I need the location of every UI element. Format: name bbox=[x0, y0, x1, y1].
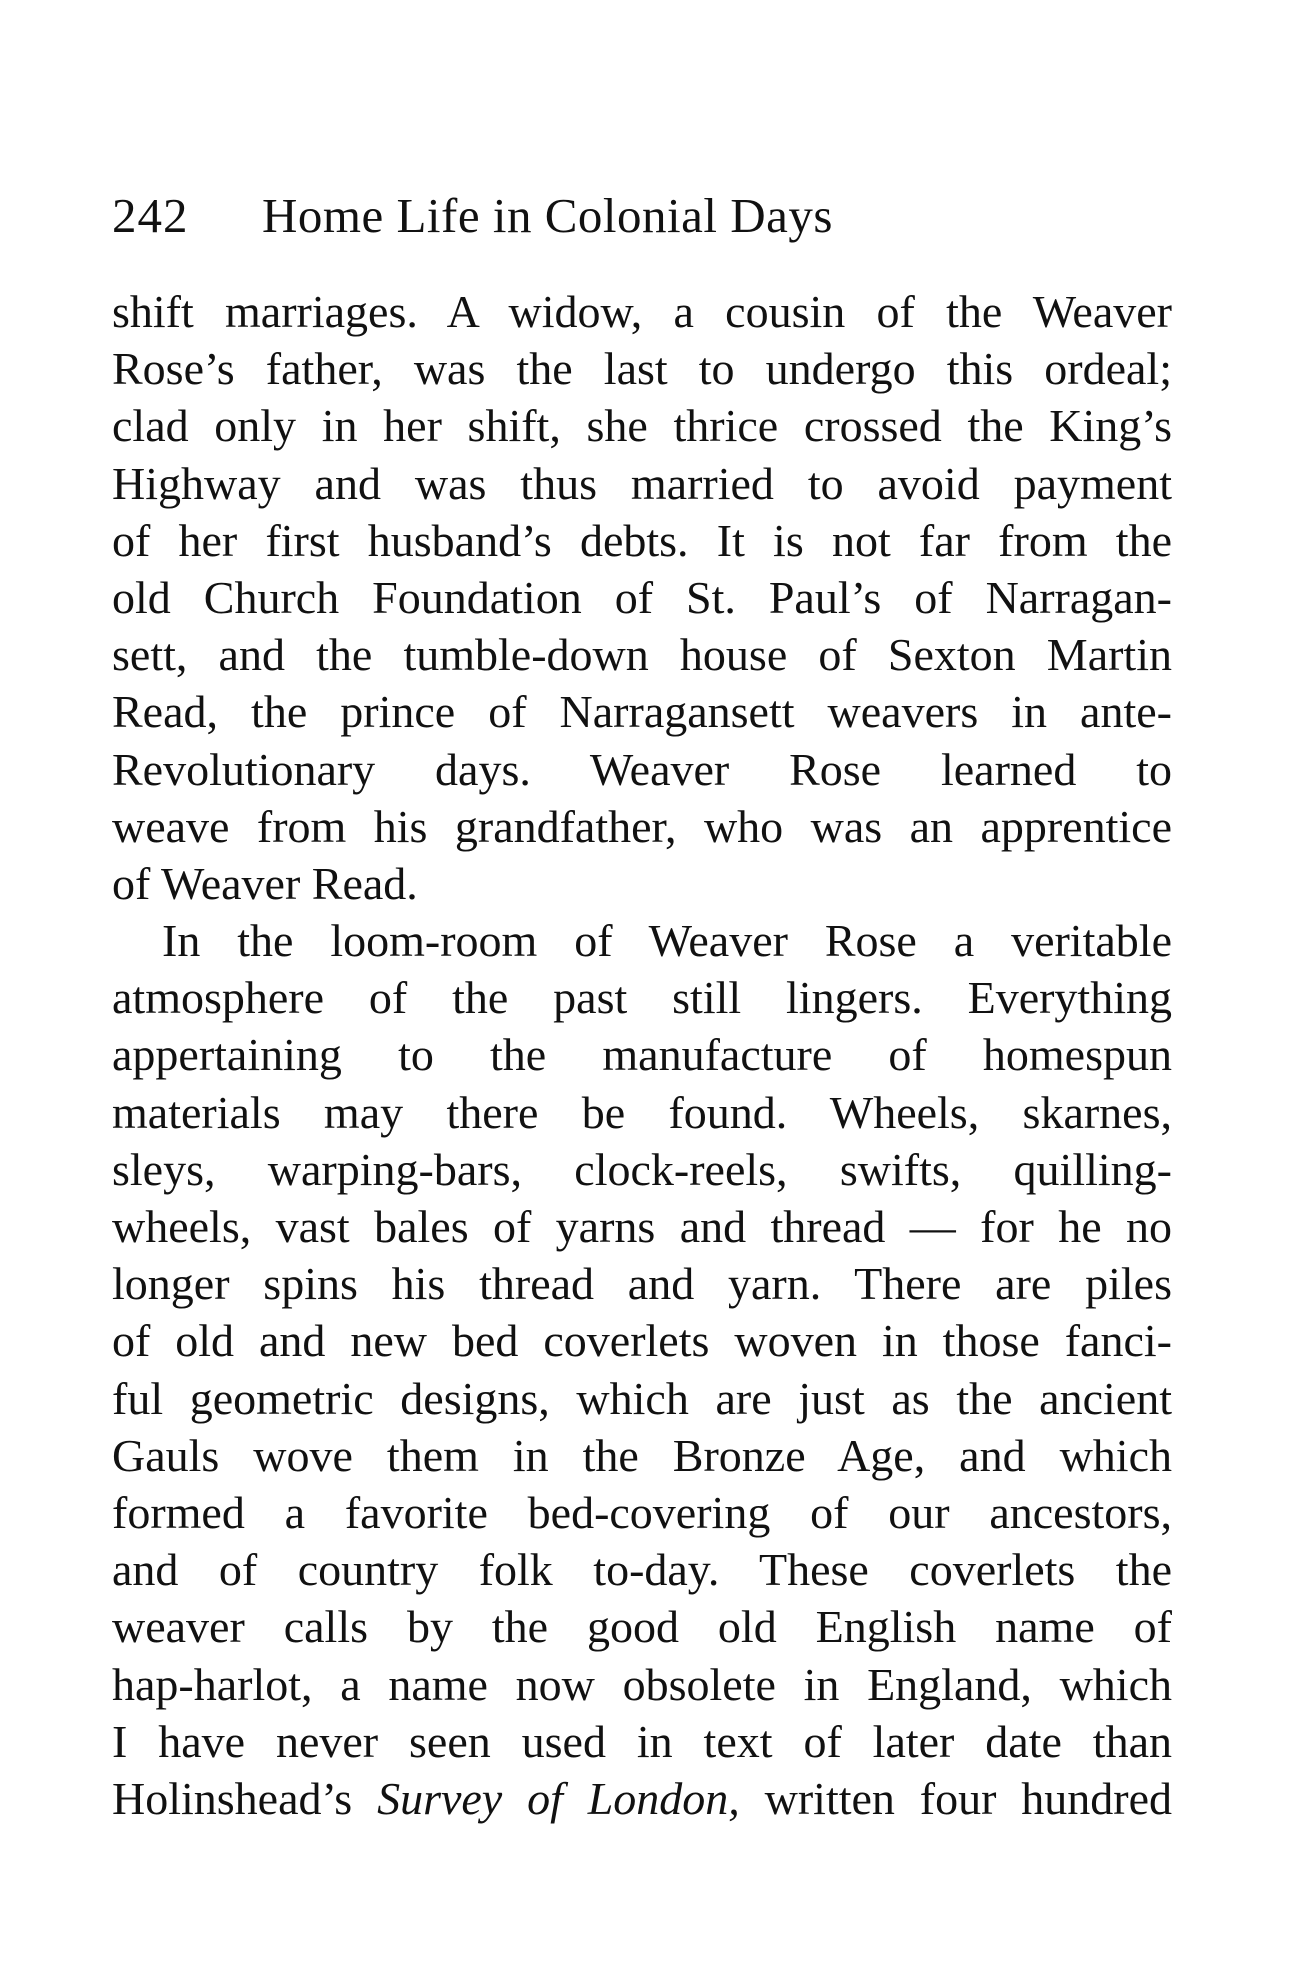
text-line: atmosphere of the past still lingers. Everything bbox=[112, 972, 1172, 1024]
final-line-end: written four hundred bbox=[739, 1772, 1172, 1824]
text-line: old Church Foundation of St. Paul’s of Narragan- bbox=[112, 571, 1172, 623]
text-line: Rose’s father, was the last to undergo this ordeal; bbox=[112, 343, 1172, 395]
body-text bbox=[112, 283, 1172, 1827]
text-line: weaver calls by the good old English name of bbox=[112, 1601, 1172, 1653]
text-line: hap-harlot, a name now obsolete in England, which bbox=[112, 1658, 1172, 1710]
running-head bbox=[112, 186, 1172, 246]
text-line: Highway and was thus married to avoid payment bbox=[112, 457, 1172, 509]
book-title-italic: Survey of London, bbox=[377, 1772, 740, 1824]
text-line: weave from his grandfather, who was an apprentice bbox=[112, 800, 1172, 852]
text-line: sett, and the tumble-down house of Sexton Martin bbox=[112, 629, 1172, 681]
running-title: Home Life in Colonial Days bbox=[262, 188, 833, 243]
final-text-line bbox=[112, 1770, 1172, 1827]
text-line: Gauls wove them in the Bronze Age, and which bbox=[112, 1429, 1172, 1481]
final-line-start: Holinshead’s bbox=[112, 1772, 378, 1824]
text-line: sleys, warping-bars, clock-reels, swifts, quilling- bbox=[112, 1143, 1172, 1195]
text-line: ful geometric designs, which are just as the ancient bbox=[112, 1372, 1172, 1424]
paragraph-start-line: In the loom-room of Weaver Rose a veritable bbox=[162, 915, 1172, 967]
text-line: clad only in her shift, she thrice crossed the King’s bbox=[112, 400, 1172, 452]
text-line: materials may there be found. Wheels, skarnes, bbox=[112, 1086, 1172, 1138]
page-number: 242 bbox=[112, 188, 189, 243]
text-line: longer spins his thread and yarn. There are piles bbox=[112, 1258, 1172, 1310]
text-line: formed a favorite bed-covering of our ancestors, bbox=[112, 1486, 1172, 1538]
paragraph-end-line: of Weaver Read. bbox=[112, 857, 418, 909]
text-line: Revolutionary days. Weaver Rose learned to bbox=[112, 743, 1172, 795]
text-line: wheels, vast bales of yarns and thread — for he no bbox=[112, 1201, 1172, 1252]
text-line: appertaining to the manufacture of homespun bbox=[112, 1029, 1172, 1081]
text-line: shift marriages. A widow, a cousin of the Weaver bbox=[112, 286, 1172, 337]
text-line: of old and new bed coverlets woven in those fanci- bbox=[112, 1315, 1172, 1367]
text-line: Read, the prince of Narragansett weavers in ante- bbox=[112, 686, 1172, 738]
text-line: and of country folk to-day. These coverlets the bbox=[112, 1544, 1172, 1596]
text-line: I have never seen used in text of later date than bbox=[112, 1715, 1172, 1767]
text-line: of her first husband’s debts. It is not far from the bbox=[112, 514, 1172, 566]
